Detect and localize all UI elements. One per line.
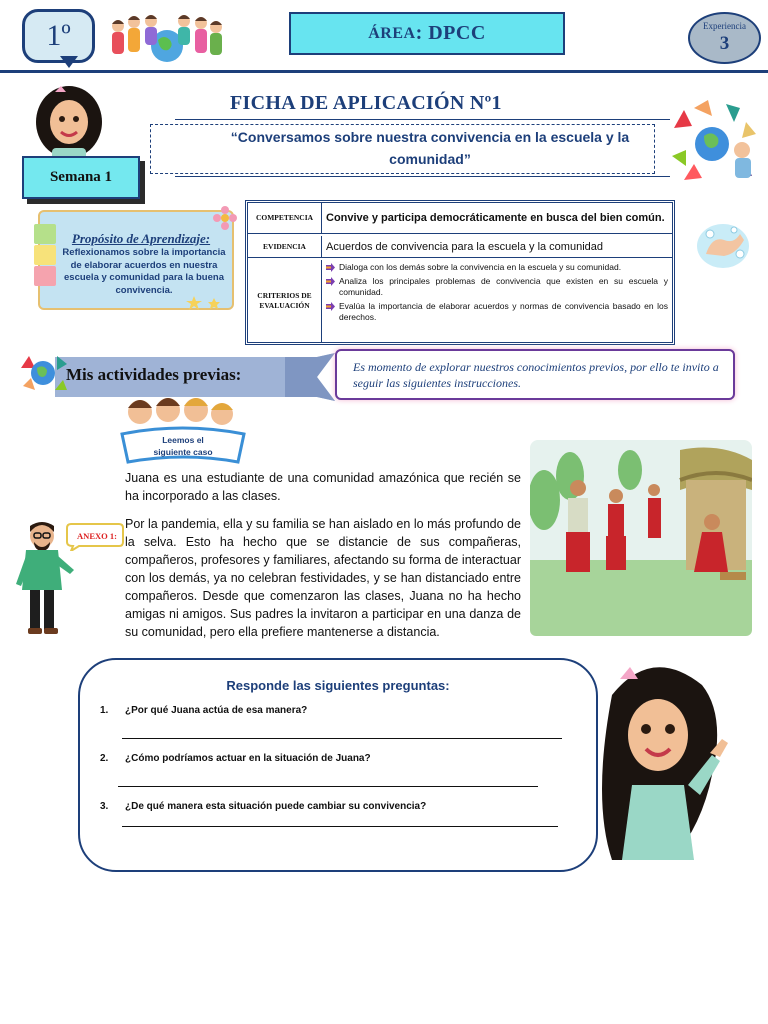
- table-label: EVIDENCIA: [248, 236, 322, 257]
- kids-around-globe-illustration: [106, 12, 228, 66]
- list-item: [326, 301, 668, 324]
- amazon-village-illustration: [530, 440, 752, 636]
- question-text: ¿Por qué Juana actúa de esa manera?: [125, 705, 308, 716]
- arrow-bullet-icon: [326, 277, 335, 286]
- teacher-girl-avatar: [30, 82, 108, 162]
- criteria-text: Analiza los principales problemas de convivencia que existen en su escuela y comunidad.: [339, 275, 668, 297]
- list-item: [326, 262, 668, 274]
- table-row-criterios: [248, 260, 672, 342]
- read-case-line-2: siguiente caso: [153, 447, 213, 457]
- session-subtitle: “Conversamos sobre nuestra convivencia en la escuela y la comunidad”: [230, 129, 630, 167]
- experience-number: 3: [719, 33, 730, 54]
- area-heading: [289, 12, 565, 55]
- table-row-evidencia: [248, 236, 672, 258]
- page-title: FICHA DE APLICACIÓN Nº1: [230, 92, 502, 114]
- table-value: Acuerdos de convivencia para la escuela y la comunidad: [326, 240, 603, 253]
- answer-line[interactable]: [122, 826, 558, 827]
- annex-label: ANEXO 1:: [77, 531, 117, 541]
- question-text: ¿De qué manera esta situación puede cambiar su convivencia?: [125, 801, 427, 812]
- sticky-note-yellow-icon: [34, 245, 56, 265]
- criteria-text: Dialoga con los demás sobre la convivencia en la escuela y su comunidad.: [339, 262, 622, 272]
- header-divider: [0, 70, 768, 73]
- table-label: COMPETENCIA: [248, 203, 322, 233]
- question-number: 1.: [100, 705, 109, 716]
- experience-label: Experiencia: [703, 21, 746, 31]
- stars-decoration-icon: [186, 296, 226, 310]
- table-row-competencia: [248, 203, 672, 234]
- flower-decoration-icon: [210, 206, 240, 230]
- questions-title: Responde las siguientes preguntas:: [226, 678, 450, 693]
- story-paragraph-2: Por la pandemia, ella y su familia se han aislado en lo más profundo de la selva. Esto ha hecho que se distancie de sus compañeras, compañeros, profesores y familiares, afectando su forma de interactuar con los demás, ya no celebran festividades, y se han distanciado entre compañeros. Desde que comenzaron las clases, Juana no ha hecho amigas ni amigos. Sus padres la invitaron a participar en una danza de su comunidad, pero ella prefiere mantenerse a distancia.: [125, 517, 521, 639]
- learning-purpose-text: Reflexionamos sobre la importancia de elaborar acuerdos en nuestra escuela y comunidad para la buena convivencia.: [62, 247, 226, 296]
- area-name: : DPCC: [415, 22, 486, 44]
- table-label: CRITERIOS DE EVALUACIÓN: [248, 260, 322, 342]
- activities-title: Mis actividades previas:: [66, 365, 242, 384]
- week-badge: [22, 156, 140, 199]
- hands-globe-icon: [17, 350, 69, 396]
- arrow-bullet-icon: [326, 263, 335, 272]
- week-label: Semana 1: [49, 169, 113, 185]
- teacher-girl-waving-illustration: [592, 655, 734, 860]
- list-item: [326, 276, 668, 299]
- question-number: 2.: [100, 753, 109, 764]
- question-number: 3.: [100, 801, 109, 812]
- hands-around-globe-illustration: [664, 98, 759, 188]
- grade-badge: [22, 9, 95, 63]
- instruction-text: Es momento de explorar nuestros conocimientos previos, por ello te invito a seguir las siguientes instrucciones.: [353, 360, 719, 390]
- grade-text: 1º: [46, 19, 71, 52]
- criteria-list: [326, 260, 668, 342]
- experience-badge: [688, 12, 761, 64]
- table-value: Convive y participa democráticamente en busca del bien común.: [326, 212, 665, 224]
- read-case-label: [138, 434, 228, 458]
- criteria-text: Evalúa la importancia de elaborar acuerdos y normas de convivencia basado en los derechos.: [339, 300, 668, 322]
- competence-table: [245, 200, 675, 345]
- story-paragraph-1: Juana es una estudiante de una comunidad amazónica que recién se ha incorporado a las clases.: [125, 471, 521, 503]
- sticky-note-pink-icon: [34, 266, 56, 286]
- area-prefix: ÁREA: [368, 24, 416, 42]
- read-case-line-1: Leemos el: [162, 435, 204, 445]
- answer-line[interactable]: [118, 786, 538, 787]
- answer-line[interactable]: [122, 738, 562, 739]
- learning-purpose-title: Propósito de Aprendizaje:: [71, 231, 211, 246]
- grade-badge-tail: [60, 56, 78, 68]
- question-text: ¿Cómo podríamos actuar en la situación de Juana?: [125, 753, 371, 764]
- hand-washing-illustration: [694, 220, 752, 270]
- arrow-bullet-icon: [326, 302, 335, 311]
